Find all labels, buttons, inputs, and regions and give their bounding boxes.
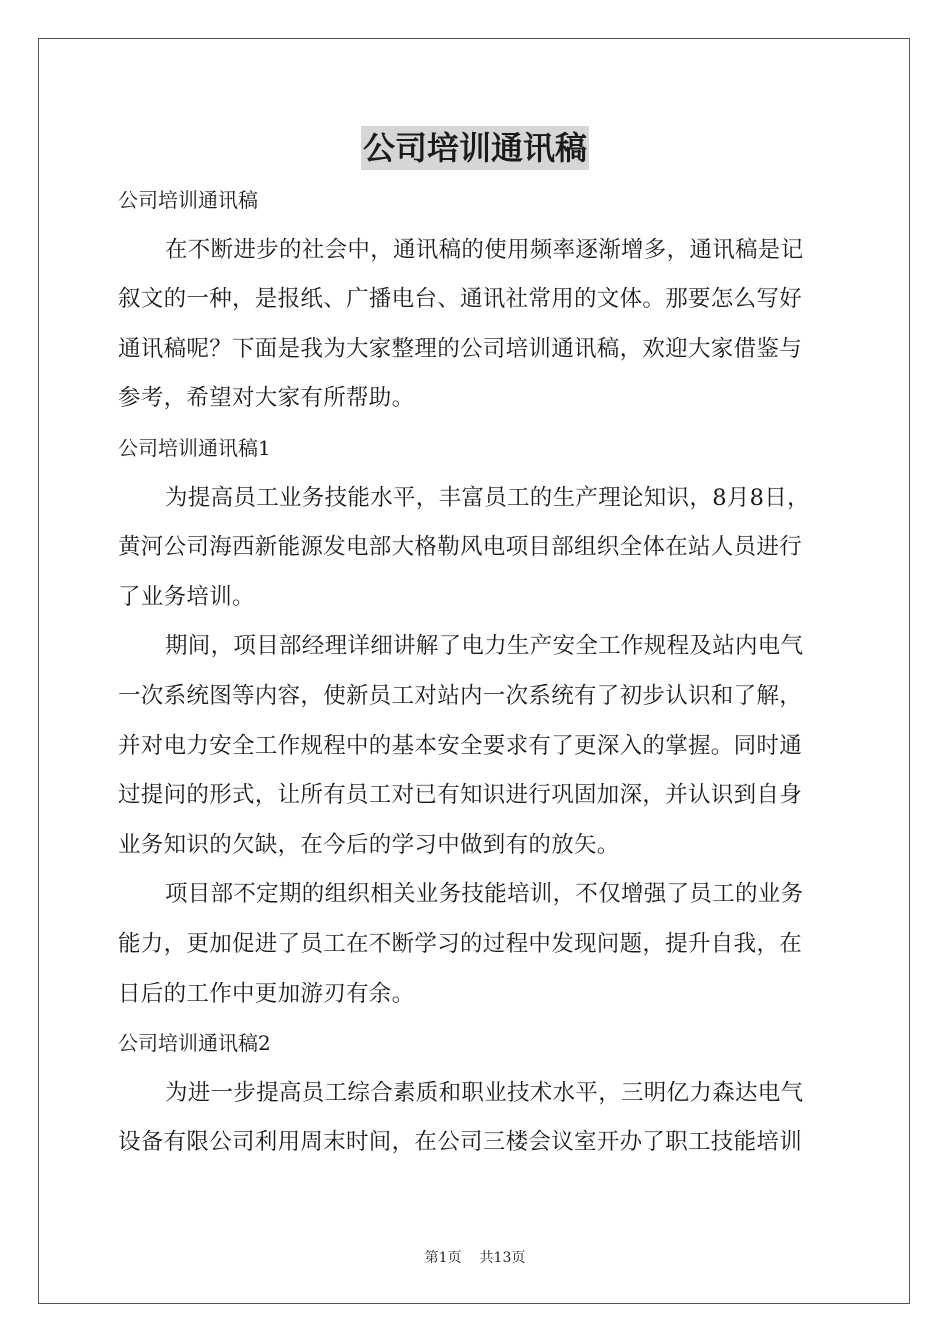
document-title: 公司培训通讯稿 bbox=[361, 126, 589, 170]
title-container bbox=[0, 126, 950, 170]
text-line: 为提高员工业务技能水平，丰富员工的生产理论知识，8月8日， bbox=[165, 484, 810, 511]
text-line: 在不断进步的社会中，通讯稿的使用频率逐渐增多，通讯稿是记 bbox=[165, 236, 804, 263]
text-line: 参考，希望对大家有所帮助。 bbox=[118, 385, 415, 412]
text-line: 能力，更加促进了员工在不断学习的过程中发现问题，提升自我，在 bbox=[118, 930, 803, 957]
text-line: 并对电力安全工作规程中的基本安全要求有了更深入的掌握。同时通 bbox=[118, 732, 803, 759]
text-line: 通讯稿呢？下面是我为大家整理的公司培训通讯稿，欢迎大家借鉴与 bbox=[118, 335, 803, 362]
page-number: 第1页 bbox=[424, 1250, 462, 1266]
text-line: 过提问的形式，让所有员工对已有知识进行巩固加深，并认识到自身 bbox=[118, 782, 803, 809]
text-line: 为进一步提高员工综合素质和职业技术水平，三明亿力森达电气 bbox=[165, 1079, 804, 1106]
page-footer bbox=[0, 1247, 950, 1267]
section-heading: 公司培训通讯稿2 bbox=[118, 1031, 271, 1056]
page-total: 共13页 bbox=[479, 1250, 526, 1266]
text-line: 日后的工作中更加游刃有余。 bbox=[118, 980, 415, 1007]
text-line: 设备有限公司利用周末时间，在公司三楼会议室开办了职工技能培训 bbox=[118, 1129, 803, 1156]
section-heading: 公司培训通讯稿1 bbox=[118, 435, 271, 460]
text-line: 一次系统图等内容，使新员工对站内一次系统有了初步认识和了解， bbox=[118, 682, 803, 709]
text-line: 业务知识的欠缺，在今后的学习中做到有的放矢。 bbox=[118, 831, 620, 858]
text-line: 项目部不定期的组织相关业务技能培训，不仅增强了员工的业务 bbox=[165, 881, 804, 908]
section-heading: 公司培训通讯稿 bbox=[118, 188, 258, 212]
document-body bbox=[118, 176, 858, 1168]
text-line: 了业务培训。 bbox=[118, 583, 255, 610]
text-line: 黄河公司海西新能源发电部大格勒风电项目部组织全体在站人员进行 bbox=[118, 534, 803, 561]
text-line: 叙文的一种，是报纸、广播电台、通讯社常用的文体。那要怎么写好 bbox=[118, 286, 803, 313]
text-line: 期间，项目部经理详细讲解了电力生产安全工作规程及站内电气 bbox=[165, 633, 804, 660]
